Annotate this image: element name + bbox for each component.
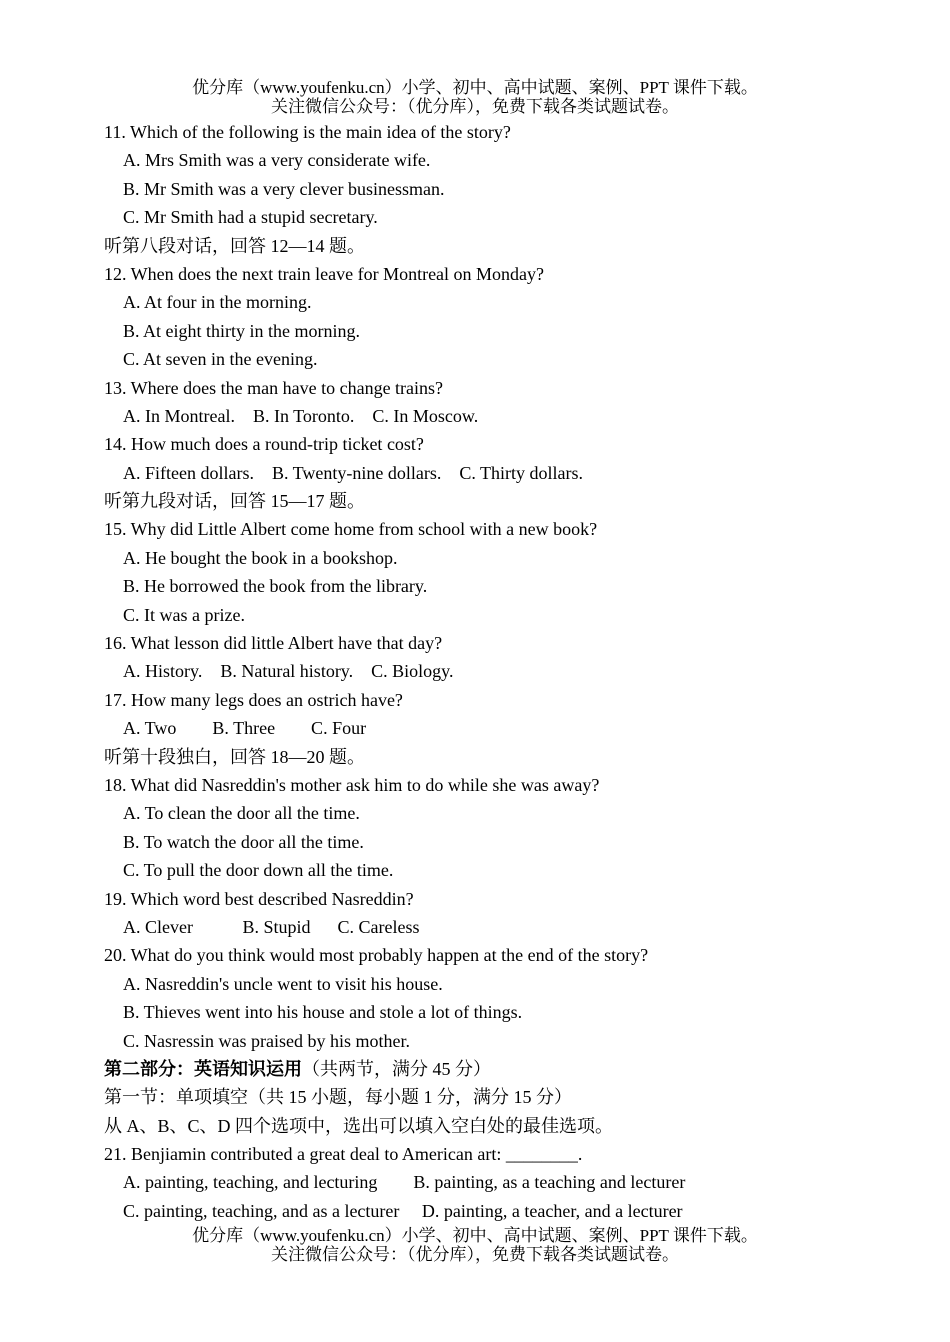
header-line-2: 关注微信公众号：（优分库），免费下载各类试题试卷。 — [271, 97, 679, 116]
option-line: B. Mr Smith was a very clever businessman. — [123, 178, 445, 199]
option-line: C. To pull the door down all the time. — [123, 860, 394, 881]
question-line: 13. Where does the man have to change trains? — [104, 377, 444, 398]
page-footer — [0, 1226, 950, 1264]
section-heading — [104, 1055, 904, 1083]
option-line: A. Two B. Three C. Four — [123, 718, 367, 739]
footer-line-2: 关注微信公众号：（优分库），免费下载各类试题试卷。 — [271, 1245, 679, 1264]
section-title: 第二部分：英语知识运用 — [104, 1058, 302, 1079]
question-line: 15. Why did Little Albert come home from school with a new book? — [104, 519, 598, 540]
option-line: A. painting, teaching, and lecturing B. painting, as a teaching and lecturer — [123, 1172, 686, 1193]
option-line: A. Nasreddin's uncle went to visit his house. — [123, 973, 443, 994]
page-header — [0, 78, 950, 116]
question-line: 14. How much does a round-trip ticket cost? — [104, 434, 424, 455]
instruction-line: 听第八段对话，回答 12—14 题。 — [104, 235, 365, 256]
question-line: 17. How many legs does an ostrich have? — [104, 689, 403, 710]
question-line: 12. When does the next train leave for Montreal on Monday? — [104, 263, 545, 284]
option-line: B. To watch the door all the time. — [123, 831, 364, 852]
option-line: C. It was a prize. — [123, 604, 245, 625]
question-line: 18. What did Nasreddin's mother ask him to do while she was away? — [104, 774, 600, 795]
instruction-line: 第一节：单项填空（共 15 小题，每小题 1 分，满分 15 分） — [104, 1087, 572, 1108]
option-line: B. He borrowed the book from the library. — [123, 576, 428, 597]
question-line: 21. Benjiamin contributed a great deal to American art: ________. — [104, 1144, 583, 1165]
question-line: 11. Which of the following is the main idea of the story? — [104, 122, 511, 142]
instruction-line: 听第九段对话，回答 15—17 题。 — [104, 491, 365, 512]
section-note: （共两节，满分 45 分） — [302, 1058, 491, 1079]
option-line: A. At four in the morning. — [123, 292, 312, 313]
option-line: A. Mrs Smith was a very considerate wife. — [123, 150, 431, 171]
option-line: C. Nasressin was praised by his mother. — [123, 1030, 410, 1051]
option-line: C. Mr Smith had a stupid secretary. — [123, 207, 378, 228]
question-line: 16. What lesson did little Albert have that day? — [104, 633, 443, 654]
option-line: A. To clean the door all the time. — [123, 803, 360, 824]
option-line: A. Fifteen dollars. B. Twenty-nine dollars. C. Thirty dollars. — [123, 462, 584, 483]
header-line-1: 优分库（www.youfenku.cn）小学、初中、高中试题、案例、PPT 课件下载。 — [192, 78, 758, 97]
option-line: B. At eight thirty in the morning. — [123, 320, 360, 341]
footer-line-1: 优分库（www.youfenku.cn）小学、初中、高中试题、案例、PPT 课件下载。 — [192, 1226, 758, 1245]
exam-content — [104, 118, 904, 1225]
option-line: B. Thieves went into his house and stole a lot of things. — [123, 1002, 523, 1023]
instruction-line: 从 A、B、C、D 四个选项中，选出可以填入空白处的最佳选项。 — [104, 1115, 614, 1136]
option-line: A. History. B. Natural history. C. Biology. — [123, 661, 454, 682]
option-line: C. At seven in the evening. — [123, 349, 318, 370]
option-line: A. Clever B. Stupid C. Careless — [123, 916, 420, 937]
option-line: C. painting, teaching, and as a lecturer D. painting, a teacher, and a lecturer — [123, 1200, 683, 1221]
instruction-line: 听第十段独白，回答 18—20 题。 — [104, 746, 365, 767]
question-line: 19. Which word best described Nasreddin? — [104, 888, 414, 909]
option-line: A. He bought the book in a bookshop. — [123, 547, 398, 568]
option-line: A. In Montreal. B. In Toronto. C. In Moscow. — [123, 405, 479, 426]
question-line: 20. What do you think would most probably happen at the end of the story? — [104, 945, 649, 966]
